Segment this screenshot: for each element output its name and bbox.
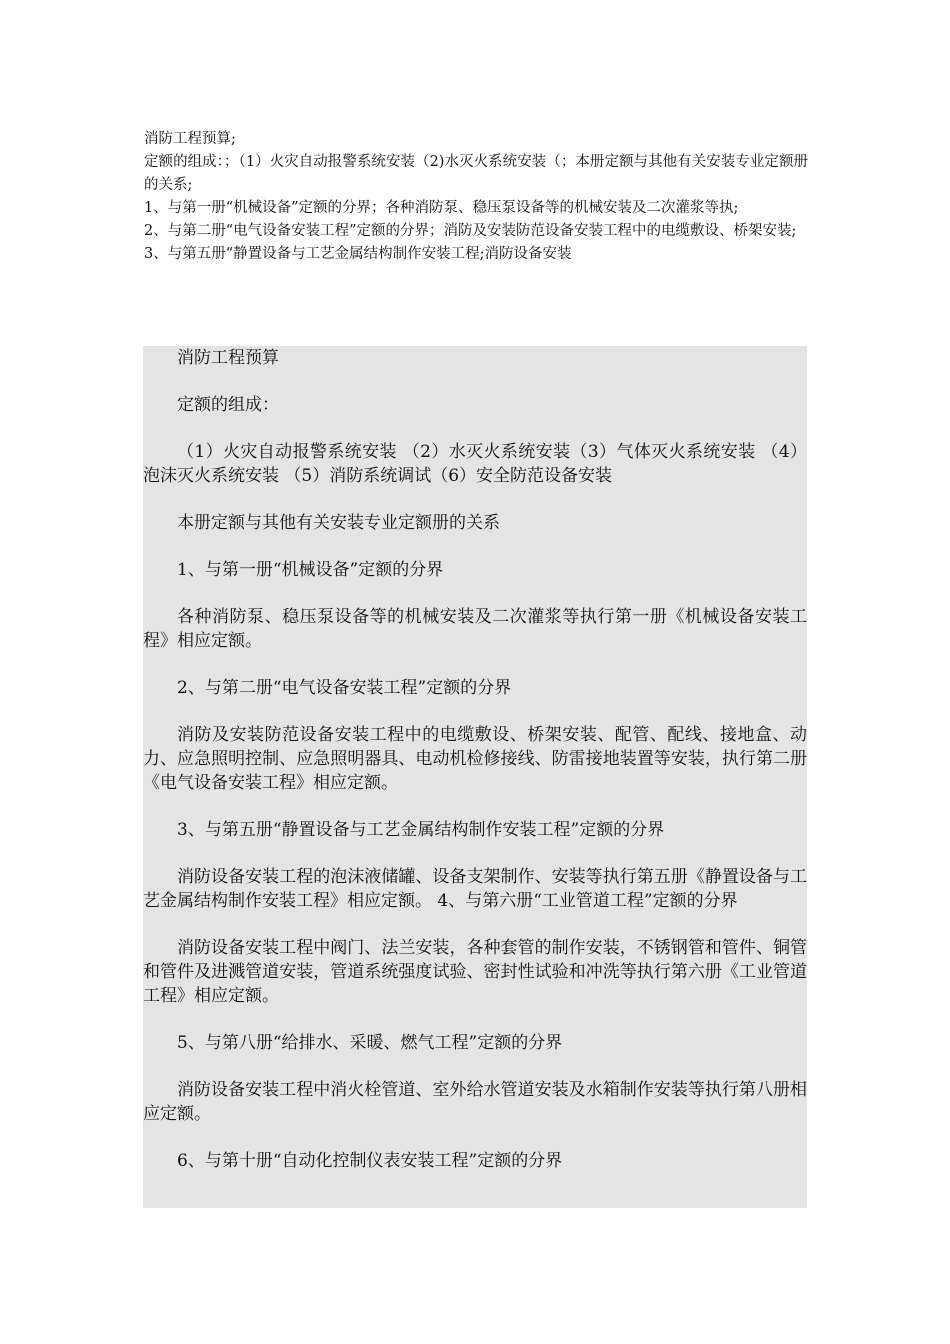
summary-line-book-1: 1、与第一册“机械设备”定额的分界；各种消防泵、稳压泵设备等的机械安装及二次灌浆等执; — [144, 200, 739, 216]
panel-book-1-body: 各种消防泵、稳压泵设备等的机械安装及二次灌浆等执行第一册《机械设备安装工程》相应定额。 — [143, 607, 807, 651]
panel-book-6-body: 消防设备安装工程中阀门、法兰安装，各种套管的制作安装，不锈钢管和管件、铜管和管件及进溅管道安装，管道系统强度试验、密封性试验和冲洗等执行第六册《工业管道工程》相应定额。 — [143, 938, 807, 1006]
panel-book-5-body: 消防设备安装工程的泡沫液储罐、设备支架制作、安装等执行第五册《静置设备与工艺金属结构制作安装工程》相应定额。 4、与第六册“工业管道工程”定额的分界 — [143, 867, 807, 911]
summary-text-block — [144, 128, 808, 266]
panel-composition-list: （1）火灾自动报警系统安装 （2）水灭火系统安装（3）气体灭火系统安装 （4）泡沫灭火系统安装 （5）消防系统调试（6）安全防范设备安装 — [143, 442, 807, 486]
panel-book-8-heading: 5、与第八册“给排水、采暖、燃气工程”定额的分界 — [177, 1033, 563, 1053]
panel-relation-heading: 本册定额与其他有关安装专业定额册的关系 — [177, 513, 500, 533]
panel-composition-heading: 定额的组成： — [177, 395, 279, 415]
summary-line-composition: 定额的组成：；（1）火灾自动报警系统安装（2)水灭火系统安装（；本册定额与其他有关安装专业定额册的关系; — [144, 154, 808, 193]
summary-line-book-5: 3、与第五册“静置设备与工艺金属结构制作安装工程;消防设备安装 — [144, 246, 572, 262]
panel-title: 消防工程预算 — [177, 348, 279, 368]
summary-line-title: 消防工程预算; — [144, 131, 236, 147]
detail-panel — [143, 346, 807, 1208]
panel-book-10-heading: 6、与第十册“自动化控制仪表安装工程”定额的分界 — [177, 1151, 563, 1171]
panel-book-8-body: 消防设备安装工程中消火栓管道、室外给水管道安装及水箱制作安装等执行第八册相应定额。 — [143, 1080, 807, 1124]
summary-line-book-2: 2、与第二册“电气设备安装工程”定额的分界；消防及安装防范设备安装工程中的电缆敷设、桥架安装; — [144, 223, 797, 239]
panel-book-1-heading: 1、与第一册“机械设备”定额的分界 — [177, 560, 444, 580]
panel-book-5-heading: 3、与第五册“静置设备与工艺金属结构制作安装工程”定额的分界 — [177, 820, 665, 840]
panel-book-2-heading: 2、与第二册“电气设备安装工程”定额的分界 — [177, 678, 512, 698]
panel-book-2-body: 消防及安装防范设备安装工程中的电缆敷设、桥架安装、配管、配线、接地盒、动力、应急照明控制、应急照明器具、电动机检修接线、防雷接地装置等安装，执行第二册《电气设备安装工程》相应定额。 — [143, 725, 807, 793]
